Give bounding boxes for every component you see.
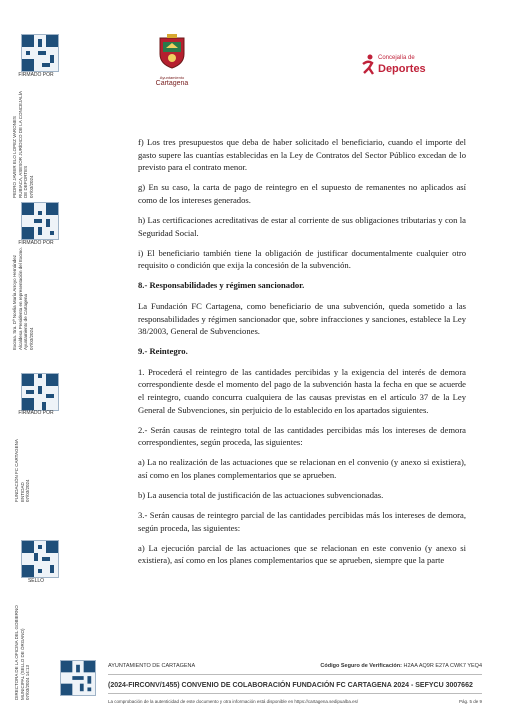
logo-caption: Concejalía de xyxy=(378,55,415,61)
signature-signer: FUNDACIÓN FC CARTAGENA ENTIDAD 07/03/2024 xyxy=(14,439,30,502)
signature-label: FIRMADO POR xyxy=(18,72,54,78)
section-heading-8: 8.- Responsabilidades y régimen sancionador. xyxy=(138,280,305,291)
logo-title: Deportes xyxy=(378,63,426,75)
signature-signer: Excma. Sra. Dª Noelia María Arroyo Hernández Alcaldesa Presidenta en representación del Excmo. Ayuntamiento de Cartagena 07/03/2024 xyxy=(12,246,34,350)
seal-issuer: DIRECTORA DE LA OFICINA DEL GOBIERNO MUNICIPAL (SELLO DE ÓRGANO) 07/03/2024 14:13 xyxy=(14,605,30,700)
agreement-title: (2024-FIRCONV/1455) CONVENIO DE COLABORACIÓN FUNDACIÓN FC CARTAGENA 2024 - SEFYCU 3007662 xyxy=(108,682,473,689)
csv-code xyxy=(320,663,482,669)
runner-icon xyxy=(360,54,376,76)
paragraph-9-2: 2.- Serán causas de reintegro total de las cantidades percibidas más los intereses de demora correspondientes, según proceda, las siguientes: xyxy=(138,424,466,448)
paragraph-9-3a: a) La ejecución parcial de las actuaciones que se relacionan en este convenio (y anexo si existiera), así como en los planes complementarios que se aprueben, siempre que la parte xyxy=(138,542,466,566)
footer-organization: AYUNTAMIENTO DE CARTAGENA xyxy=(108,663,196,669)
qr-code-icon xyxy=(21,373,59,411)
concejalia-deportes-logo xyxy=(360,52,450,82)
paragraph-h: h) Las certificaciones acreditativas de estar al corriente de sus obligaciones tributarias y con la Seguridad Social. xyxy=(138,214,466,238)
signature-sidebar xyxy=(0,0,100,720)
seal-label: SELLO xyxy=(27,578,45,584)
paragraph-9-2a: a) La no realización de las actuaciones que se relacionan en el convenio (y anexo si existiera), así como en los planes complementarios que se aprueben. xyxy=(138,457,466,480)
paragraph-g: g) En su caso, la carta de pago de reintegro en el supuesto de remanentes no aplicados así como de los intereses generados. xyxy=(138,182,466,205)
paragraph-i: i) El beneficiario también tiene la obligación de justificar documentalmente cualquier otro requisito o condición que exija la concesión de la subvención. xyxy=(138,247,466,271)
qr-code-icon xyxy=(60,660,96,696)
cartagena-crest-logo xyxy=(150,34,194,90)
paragraph-9-3: 3.- Serán causas de reintegro parcial de las cantidades percibidas más los intereses de demora, según proceda, las siguientes: xyxy=(138,510,466,533)
csv-label: Código Seguro de Verificación: xyxy=(320,663,402,669)
qr-code-icon xyxy=(21,540,59,578)
paragraph-9-2b: b) La ausencia total de justificación de las actuaciones subvencionadas. xyxy=(138,490,384,501)
divider xyxy=(108,674,482,675)
crest-caption: Ayuntamiento xyxy=(159,75,185,80)
paragraph-9-1: 1. Procederá el reintegro de las cantidades percibidas y la exigencia del interés de demora correspondiente desde el momento del pago de la subvención hasta la fecha en que se acuerde el reintegro, cuando concurra cualquiera de las causas previstas en el artículo 37 de la Ley General de Subvenciones, sin perjuicio de lo establecido en los apartados siguientes. xyxy=(138,366,466,415)
document-body xyxy=(138,136,466,575)
paragraph-f: f) Los tres presupuestos que deba de haber solicitado el beneficiario, cuando el importe del gasto supere las cuantías establecidas en la Ley de Contratos del Sector Público excedan de lo previsto para el contrato menor. xyxy=(138,137,466,173)
section-heading-9: 9.- Reintegro. xyxy=(138,346,188,357)
divider xyxy=(108,693,482,694)
verification-footer xyxy=(60,660,490,710)
qr-code-icon xyxy=(21,34,59,72)
signature-signer: PEDRO JAVIER ELO LOPEZ VARONES RUBIACA, ASESOR JURÍDICO DE LA CONCEJALÍA DE DEPORTES 07/03/2024 xyxy=(12,90,34,198)
qr-code-icon xyxy=(21,202,59,240)
crest-town-name: Cartagena xyxy=(155,80,189,87)
page-number: Pág. 5 de 9 xyxy=(458,699,482,704)
csv-value: H2AA AQ9R E27A CWK7 YEQ4 xyxy=(403,663,482,669)
paragraph-section-8: La Fundación FC Cartagena, como beneficiario de una subvención, queda sometido a las responsabilidades y régimen sancionador que, sobre infracciones y sanciones, establece la Ley 38/2003, General de Subvenciones. xyxy=(138,300,466,337)
coat-of-arms-icon xyxy=(154,34,190,70)
verification-link[interactable]: La comprobación de la autenticidad de este documento y otra información está disponible en https://cartagena.sedipualba.es/ xyxy=(108,699,359,704)
signature-label: FIRMADO POR xyxy=(18,410,54,416)
signature-label: FIRMADO POR xyxy=(18,240,54,246)
